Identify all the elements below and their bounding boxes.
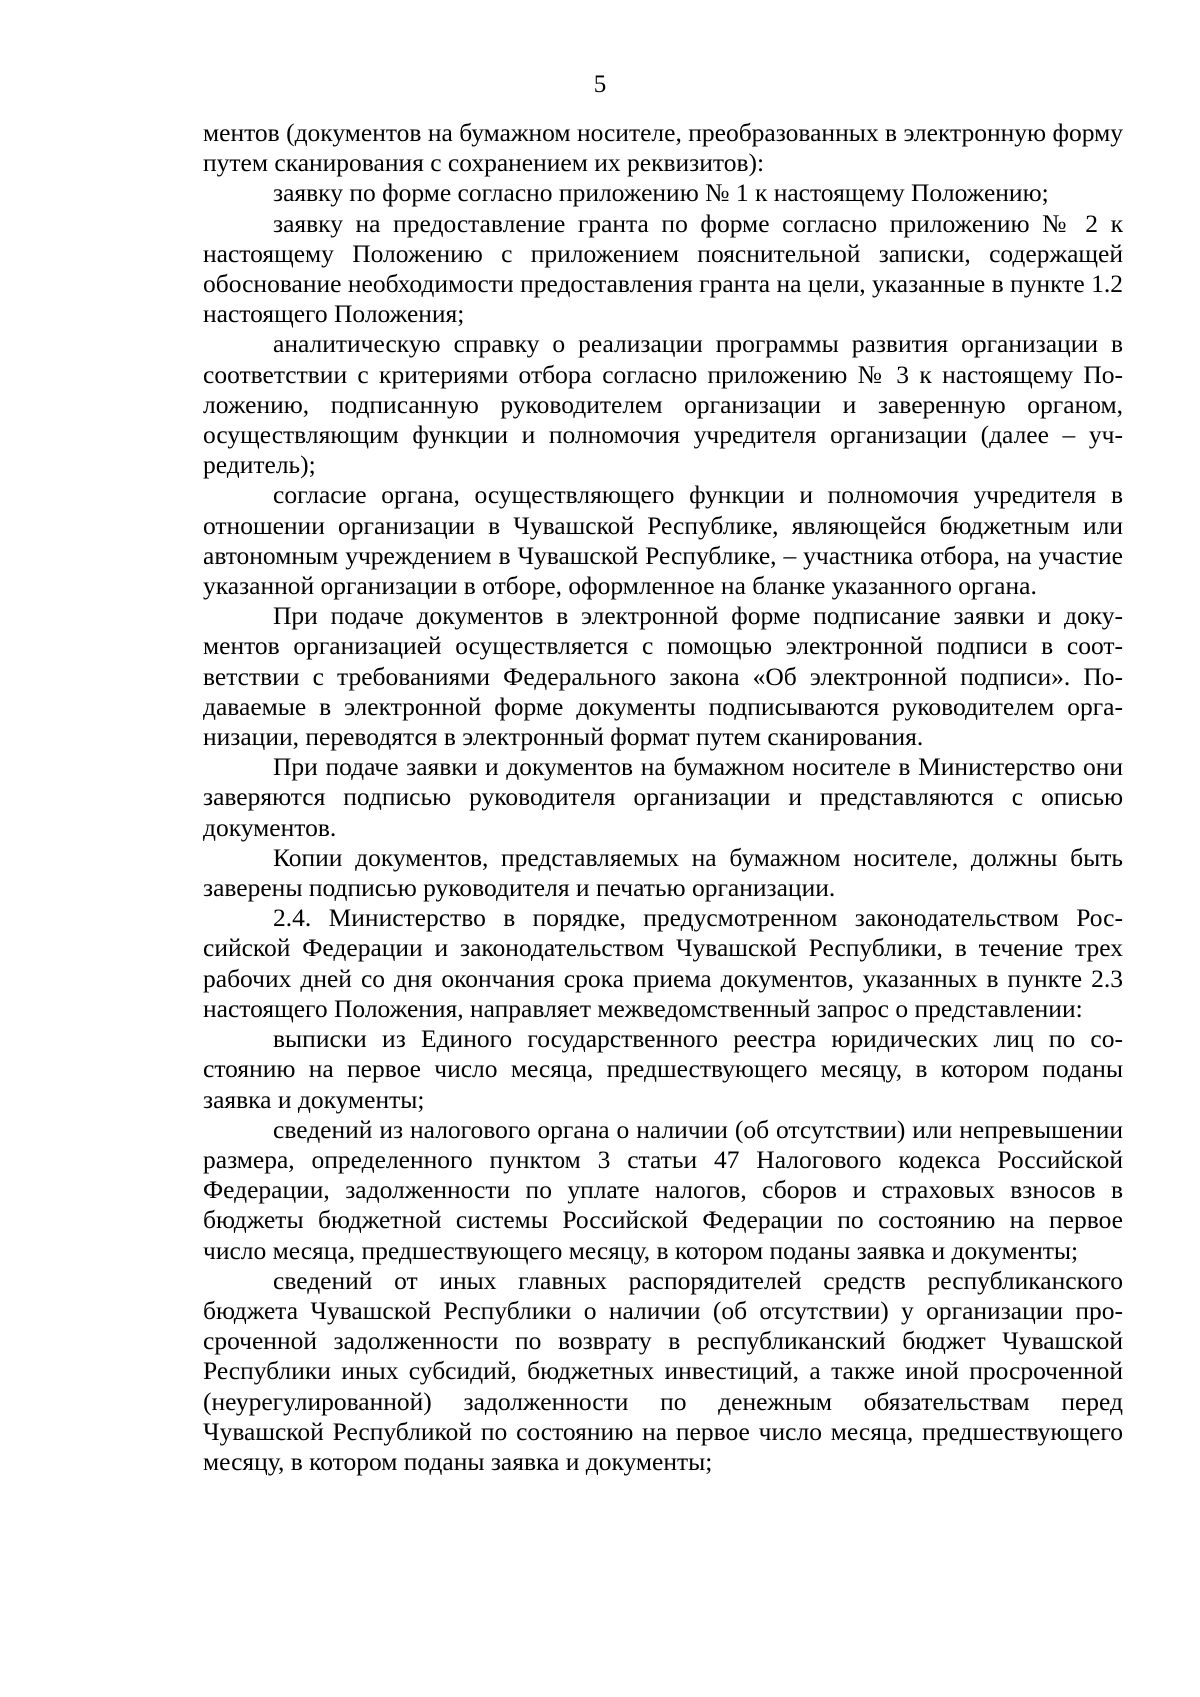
- paragraph: сведений от иных главных распорядителей средств республиканского бюджета Чувашской Республики о наличии (об отсутствии) у организации просроченной задолженности по возврату в республиканский бюджет Чувашской Республики иных субсидий, бюджетных инвестиций, а также иной просроченной (неурегулированной) задолженности по денежным обязательствам перед Чувашской Республикой по состоянию на первое число месяца, предшествующего месяцу, в котором поданы заявка и документы;: [203, 1265, 1123, 1476]
- paragraph: согласие органа, осуществляющего функции и полномочия учредителя в отношении организации в Чувашской Республике, являющейся бюджетным или автономным учреждением в Чувашской Республике, – участника отбора, на участие указанной организации в отборе, оформленное на бланке указанного органа.: [203, 480, 1123, 601]
- paragraph: При подаче документов в электронной форме подписание заявки и документов организацией осуществляется с помощью электронной подписи в соответствии с требованиями Федерального закона «Об электронной подписи». Подаваемые в электронной форме документы подписываются руководителем организации, переводятся в электронный формат путем сканирования.: [203, 601, 1123, 752]
- paragraph: сведений из налогового органа о наличии (об отсутствии) или непревышении размера, определенного пунктом 3 статьи 47 Налогового кодекса Российской Федерации, задолженности по уплате налогов, сборов и страховых взносов в бюджеты бюджетной системы Российской Федерации по состоянию на первое число месяца, предшествующего месяцу, в котором поданы заявка и документы;: [203, 1114, 1123, 1265]
- paragraph: заявку по форме согласно приложению № 1 к настоящему Положению;: [273, 178, 1049, 208]
- page-number: 5: [593, 71, 607, 98]
- paragraph: Копии документов, представляемых на бумажном носителе, должны быть заверены подписью руководителя и печатью организации.: [203, 842, 1123, 903]
- document-body: [203, 118, 1123, 1477]
- paragraph: При подаче заявки и документов на бумажном носителе в Министерство они заверяются подписью руководителя организации и представляются с описью документов.: [203, 752, 1123, 842]
- paragraph: выписки из Единого государственного реестра юридических лиц по состоянию на первое число месяца, предшествующего месяцу, в котором поданы заявка и документы;: [203, 1024, 1123, 1114]
- paragraph: 2.4. Министерство в порядке, предусмотренном законодательством Российской Федерации и законодательством Чувашской Республики, в течение трех рабочих дней со дня окончания срока приема документов, указанных в пункте 2.3 настоящего Положения, направляет межведомственный запрос о представлении:: [203, 903, 1123, 1023]
- paragraph: заявку на предоставление гранта по форме согласно приложению № 2 к настоящему Положению с приложением пояснительной записки, содержащей обоснование необходимости предоставления гранта на цели, указанные в пункте 1.2 настоящего Положения;: [203, 208, 1123, 329]
- paragraph: ментов (документов на бумажном носителе, преобразованных в электронную форму путем сканирования с сохранением их реквизитов):: [203, 118, 1123, 178]
- paragraph: аналитическую справку о реализации программы развития организации в соответствии с критериями отбора согласно приложению № 3 к настоящему Положению, подписанную руководителем организации и заверенную органом, осуществляющим функции и полномочия учредителя организации (далее – учредитель);: [203, 329, 1123, 480]
